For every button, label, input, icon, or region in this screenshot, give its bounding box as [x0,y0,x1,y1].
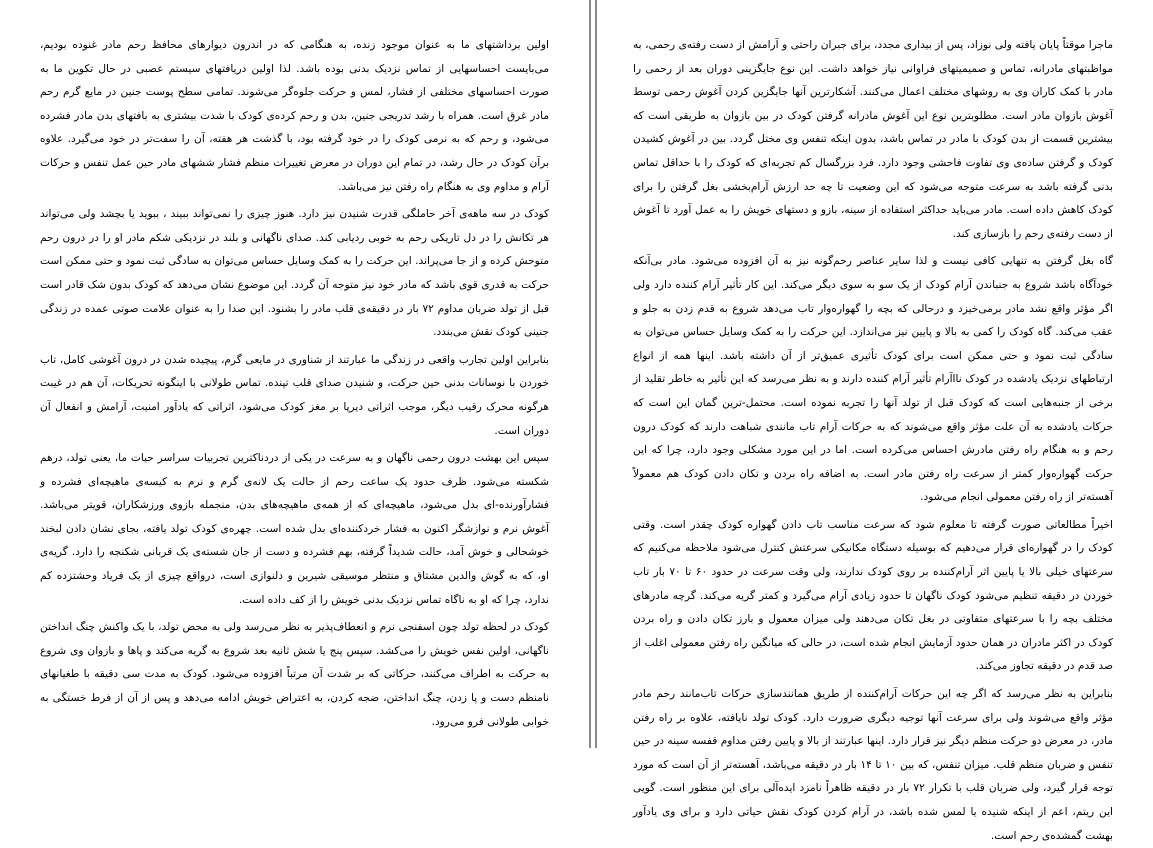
left-paragraph-1: اولین برداشتهای ما به عنوان موجود زنده، به هنگامی که در اندرون دیوارهای محافظ رحم مادر غنوده بودیم، می‌بایست احساسهایی از تماس نزدیک بدنی بوده باشد. لذا اولین دریافتهای سیستم عصبی در حال تکوین ما به صورت احساسهای مختلفی از فشار، لمس و حرکت جلوه‌گر می‌شوند. تمامی سطح پوست جنین در مایع گرم رحم مادر غرق است. همراه با رشد تدریجی جنین، بدن و رحم کرده‌ی کودک با شدت بیشتری به بافتهای بدن مادر فشرده می‌شود، و رحم که به نرمی کودک را در خود گرفته بود، با گذشت هر هفته، آن را سفت‌تر در خود می‌گیرد. علاوه برآن کودک در حال رشد، در تمام این دوران در معرض تغییرات منظم فشار ششهای مادر حین عمل تنفس و حرکات آرام و مداوم وی به هنگام راه رفتن نیز می‌باشد. [40,39,549,193]
right-page [597,0,1153,842]
right-paragraph-2: گاه بغل گرفتن به تنهایی کافی نیست و لذا سایر عناصر رحم‌گونه نیز به آن افزوده می‌شود. مادر بی‌آنکه خودآگاه باشد شروع به جنباندن آرام کودک از یک سو به سوی دیگر می‌کند. این کار تأثیر آرام کننده دارد ولی اگر مؤثر واقع نشد مادر برمی‌خیزد و درحالی که بچه را گهواره‌وار تاب می‌دهد شروع به قدم زدن به جلو و عقب می‌کند. گاه کودک را کمی به بالا و پایین نیز می‌اندازد. این حرکت را به کمک وسایل حساس می‌توان به سادگی ثبت نمود و حتی ممکن است برای کودک تأثیری عمیق‌تر از آن داشته باشد. اینها همه از انواع ارتباطهای نزدیک یادشده در کودک نااآرام تأثیر آرام کننده دارند و به نظر می‌رسد که این تأثیر به خاطر تقلید از برخی از جنبه‌هایی است که کودک قبل از تولد آنها را تجربه نموده است. محتمل-ترین گمان این است که حرکات یادشده به آن علت مؤثر واقع می‌شوند که به حرکات آرام تاب مانندی شباهت دارند که کودک درون رحم و به هنگام راه رفتن مادرش احساس می‌کرده است. اما در این مورد مشکلی وجود دارد، چرا که این حرکت گهواره‌وار کمتر از سرعت راه رفتن مادر است. به اضافه راه بردن و تکان دادن کودک هم معمولاً آهسته‌تر از راه رفتن معمولی انجام می‌شود. [633,255,1113,504]
left-paragraph-3: بنابراین اولین تجارب واقعی در زندگی ما عبارتند از شناوری در مایعی گرم، پیچیده شدن در درون آغوشی کامل، تاب خوردن با نوسانات بدنی حین حرکت، و شنیدن صدای قلب تپنده. تماس طولانی با اینگونه تحریکات، آن هم در غیبت هرگونه محرک رقیب دیگر، موجب اثراتی دیرپا بر مغز کودک می‌شود، اثراتی که یادآور امنیت، آرامش و انفعال آن دوران است. [40,353,549,437]
right-paragraph-4: بنابراین به نظر می‌رسد که اگر چه این حرکات آرام‌کننده از طریق همانندسازی حرکات تاب‌مانند رحم مادر مؤثر واقع می‌شوند ولی برای سرعت آنها توجیه دیگری ضرورت دارد. کودک تولد نایافته، علاوه بر راه رفتن مادر، در معرض دو حرکت منظم دیگر نیز قرار دارد. اینها عبارتند از بالا و پایین رفتن مداوم قفسه سینه در حین تنفس و ضربان منظم قلب. میزان تنفس، که بین ۱۰ تا ۱۴ بار در دقیقه می‌باشد، آهسته‌تر از آن است که مورد توجه قرار گیرد، ولی ضربان قلب با تکرار ۷۲ بار در دقیقه ظاهراً نامزد ایده‌آلی برای این منظور است. گویی این ریتم، اعم از اینکه شنیده یا لمس شده باشد، در آرام کردن کودک نقش حیاتی دارد و برای وی یادآور بهشت گمشده‌ی رحم است. [633,688,1114,842]
right-paragraph-3: اخیراً مطالعاتی صورت گرفته تا معلوم شود که سرعت مناسب تاب دادن گهواره کودک چقدر است. وقتی کودک را در گهواره‌ای قرار می‌دهیم که بوسیله دستگاه مکانیکی سرعتش کنترل می‌شود ملاحظه می‌کنیم که سرعتهای خیلی بالا یا پایین اثر آرام‌کننده بر روی کودک ندارند، ولی وقت سرعت در حدود ۶۰ تا ۷۰ بار تاب خوردن در دقیقه تنظیم می‌شود کودک ناگهان تا حدود زیادی آرام می‌گیرد و کمتر گریه می‌کند. گرچه مادرهای مختلف بچه را با سرعتهای متفاوتی در بغل تکان می‌دهند ولی میزان معمول و بارز تکان دادن و راه بردن کودک در اکثر مادران در همان حدود آزمایش انجام شده است، در حالی که میانگین راه رفتن معمولی اغلب از صد قدم در دقیقه تجاوز می‌کند. [633,518,1113,673]
right-paragraph-1: ماجرا موقتاً پایان یافته ولی نوزاد، پس از بیداری مجدد، برای جبران راحتی و آرامش از دست رفته‌ی رحمی، به مواظبتهای مادرانه، تماس و صمیمیتهای فراوانی نیاز خواهد داشت. این نوع جایگزینی دوران بعد از رحمی را مادر با کمک کاران وی به روشهای مختلف اعمال می‌کنند. آشکارترین آنها جایگزین کردن آغوش رحمی توسط آغوش بازوان مادر است. مطلوبترین نوع این آغوش مادرانه گرفتن کودک در بین بازوان به طریقی است که بیشترین قسمت از بدن کودک با مادر در تماس باشد، بدون اینکه تنفس وی مختل گردد. بین در آغوش کشیدن کودک و گرفتن ساده‌ی وی تفاوت فاحشی وجود دارد. فرد بزرگسال کم تجربه‌ای که کودک را با حداقل تماس بدنی گرفته باشد به سرعت متوجه می‌شود که این وضعیت تا چه حد ارزش آرام‌بخشی بغل گرفتن را برای کودک کاهش داده است. مادر می‌باید حداکثر استفاده از سینه، بازو و دستهای خویش را به عمل آورد تا آغوش از دست رفته‌ی رحم را بازسازی کند. [633,39,1113,240]
left-paragraph-2: کودک در سه ماهه‌ی آخر حاملگی قدرت شنیدن نیز دارد. هنوز چیزی را نمی‌تواند ببیند ، ببوید یا بچشد ولی می‌تواند هر تکانش را در دل تاریکی رحم به خوبی ردیابی کند. صدای ناگهانی و بلند در نزدیکی شکم مادر او را در درون رحم متوحش کرده و از جا می‌پراند. این حرکت را به کمک وسایل حساس می‌توان به سادگی ثبت نمود و حتی ممکن است حرکت به قدری قوی باشد که مادر خود نیز متوجه آن گردد. این موضوع نشان می‌دهد که کودک بدون شک قادر است قبل از تولد ضربان مداوم ۷۲ بار در دقیقه‌ی قلب مادر را بشنود. این صدا را به عنوان علامت صوتی عمده در زندگی جنینی کودک نقش می‌بندد. [40,208,549,339]
left-page [0,0,589,748]
left-paragraph-5: کودک در لحظه تولد چون اسفنجی نرم و انعطاف‌پذیر به نظر می‌رسد ولی به محض تولد، با یک واکنش چنگ انداختن ناگهانی، اولین نفس خویش را می‌کشد. سپس پنج یا شش ثانیه بعد شروع به گریه می‌کند و پاها و بازوان وی شروع به حرکت به اطراف می‌کنند، حرکاتی که بر شدت آن مرتباً افزوده می‌شود. کودک به مدت سی دقیقه با طغیانهای نامنظم دست و پا زدن، چنگ انداختن، ضجه کردن، به اعتراض خویش ادامه می‌دهد و پس از آن از فرط خستگی به خوابی طولانی فرو می‌رود. [40,621,549,728]
page-divider-left-edge [589,0,591,748]
left-paragraph-4: سپس این بهشت درون رحمی ناگهان و به سرعت در یکی از دردناکترین تجربیات سراسر حیات ما، یعنی تولد، درهم شکسته می‌شود. ظرف حدود یک ساعت رحم از حالت یک لانه‌ی گرم و نرم به کیسه‌ی ماهیچه‌ای فشرده و فشارآورنده-ای بدل می‌شود، ماهیچه‌ای که از همه‌ی ماهیچه‌های بدن، منجمله بازوی ورزشکاران، قویتر می‌باشد. آغوش نرم و نوازشگر اکنون به فشار خردکننده‌ای بدل شده است. چهره‌ی کودک تولد یافته، بجای نشان دادن لبخند خوشحالی و خوش آمد، حالت شدیداً گرفته، بهم فشرده و دست از جان شسته‌ی یک قربانی شکنجه را دارد. گریه‌ی او، که به گوش والدین مشتاق و منتظر موسیقی شیرین و دلنوازی است، درواقع چیزی از یک فریاد وحشتزده کم ندارد، چرا که او به ناگاه تماس نزدیک بدنی خویش را از کف داده است. [40,452,549,606]
